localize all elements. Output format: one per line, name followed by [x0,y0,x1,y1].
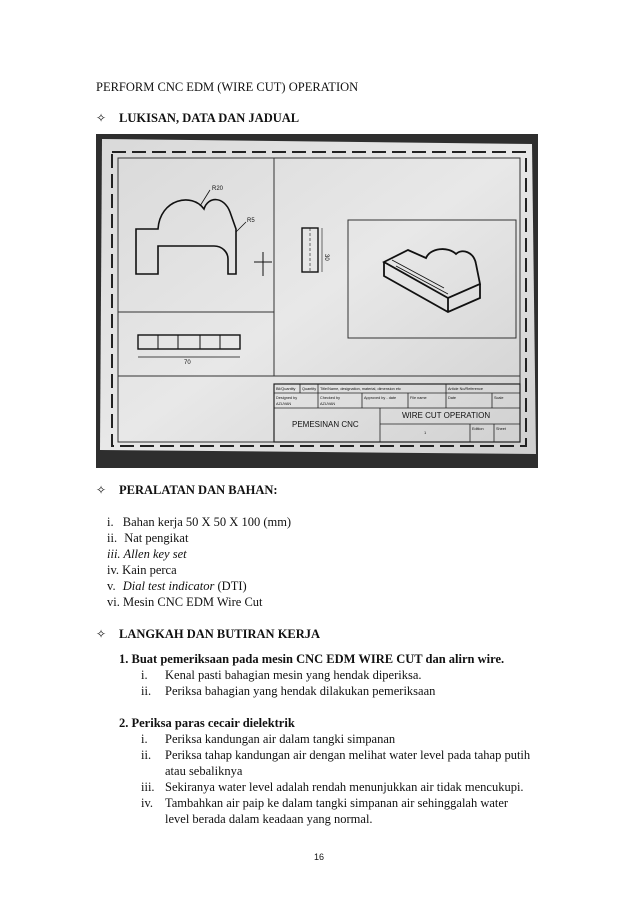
list-item-number: iii. [107,547,121,561]
step-sub-text: Periksa bahagian yang hendak dilakukan pemeriksaan [165,684,436,698]
list-item-number: iv. [107,563,120,577]
tb-sheet-no: 1 [424,430,427,435]
tb-material: Bil/Quantity [276,387,296,391]
step-title: 2. Periksa paras cecair dielektrik [119,716,295,730]
step-sub-number: ii. [141,684,152,698]
tb-file-name: File name [410,396,427,400]
list-item-text: Allen key set [123,547,187,561]
label-dim30: 30 [323,254,329,261]
label-r20: R20 [212,186,224,192]
label-dim70: 70 [184,360,191,366]
list-item-text: Nat pengikat [124,531,189,545]
step-sub-text-continued: level berada dalam keadaan yang normal. [165,812,373,826]
list-item-text: Kain perca [122,563,177,577]
step-title: 1. Buat pemeriksaan pada mesin CNC EDM WIRE CUT dan alirn wire. [119,652,505,666]
page-number: 16 [314,852,325,862]
tb-checker: AZUVAN [320,402,336,406]
list-item [107,546,187,562]
list-item [107,530,188,546]
list-item-number: i. [107,515,114,529]
list-item [107,578,247,594]
tb-scale: Scale [494,396,504,400]
step-sub-text: Periksa tahap kandungan air dengan melihat water level pada tahap putih [165,748,531,762]
step-sub-number: iv. [141,796,154,810]
list-item-number: vi. [107,595,120,609]
list-item [107,594,263,610]
step-sub-text: Sekiranya water level adalah rendah menunjukkan air tidak mencukupi. [165,780,524,794]
tb-quantity: Quantity [302,387,317,391]
diamond-bullet-icon: ✧ [96,627,107,641]
tb-designed-by: Designed by [276,396,298,400]
section-title-lukisan: LUKISAN, DATA DAN JADUAL [119,111,300,125]
step-sub-number: ii. [141,748,152,762]
tb-date: Date [448,396,457,400]
tb-designer: AZUVAN [276,402,292,406]
step-sub-text: Periksa kandungan air dalam tangki simpanan [165,732,396,746]
list-item-suffix: (DTI) [214,579,247,593]
list-item-text: Bahan kerja 50 X 50 X 100 (mm) [122,515,292,529]
list-item-number: v. [107,579,116,593]
tb-drawing-title: WIRE CUT OPERATION [402,411,491,420]
step-sub-number: iii. [141,780,155,794]
list-item-number: ii. [107,531,118,545]
tb-article: Article No/Reference [448,387,484,391]
step-sub-text: Tambahkan air paip ke dalam tangki simpanan air sehinggalah water [165,796,509,810]
step-sub-text-continued: atau sebaliknya [165,764,243,778]
tb-school: PEMESINAN CNC [292,420,359,429]
step-sub-number: i. [141,732,148,746]
tb-title: Title/Name, designation, material, dimension etc [320,387,401,391]
section-title-peralatan: PERALATAN DAN BAHAN: [119,483,278,497]
tb-sheet: Sheet [496,427,506,431]
list-item-text: Mesin CNC EDM Wire Cut [122,595,263,609]
list-item [107,562,177,578]
tb-checked-by: Checked by [320,396,341,400]
list-item-text: Dial test indicator [122,579,215,593]
technical-drawing-photo [96,134,538,468]
diamond-bullet-icon: ✧ [96,483,107,497]
diamond-bullet-icon: ✧ [96,111,107,125]
tb-edition: Edition [472,427,484,431]
list-item [107,514,291,530]
tb-approved-by: Approved by - date [364,396,397,400]
drawing-svg [96,134,538,468]
step-sub-number: i. [141,668,148,682]
label-r5: R5 [247,218,255,224]
section-title-langkah: LANGKAH DAN BUTIRAN KERJA [119,627,321,641]
step-sub-text: Kenal pasti bahagian mesin yang hendak diperiksa. [165,668,422,682]
document-header: PERFORM CNC EDM (WIRE CUT) OPERATION [96,80,359,94]
